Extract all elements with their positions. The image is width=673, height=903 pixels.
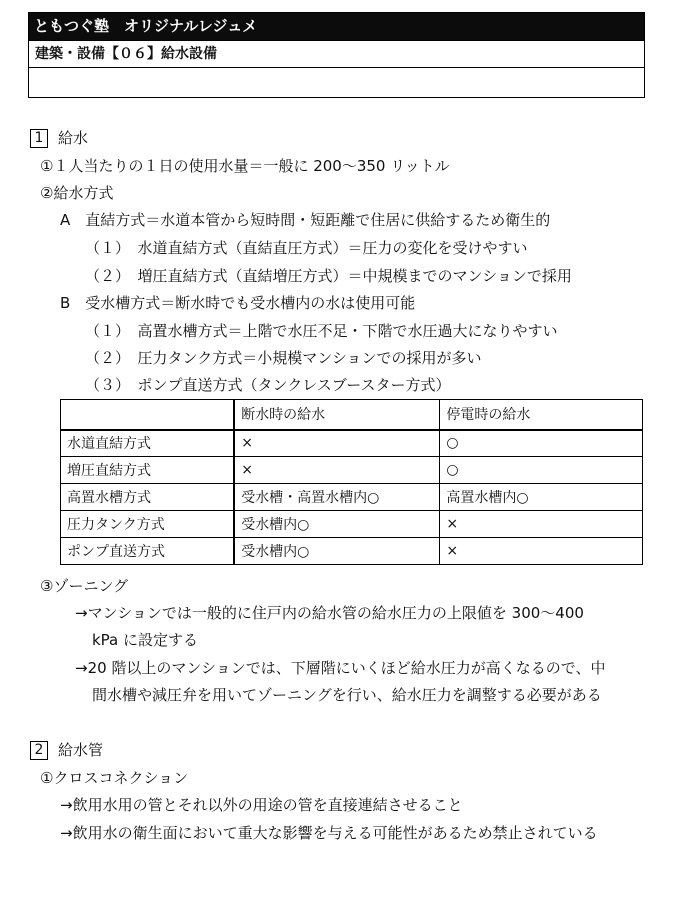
table-header-row [61, 400, 643, 430]
table-header-cell [61, 400, 235, 430]
table-header-cell: 停電時の給水 [440, 400, 643, 430]
line-pump-direct: （３） ポンプ直送方式（タンクレスブースター方式） [85, 376, 451, 394]
line-cross-connection-ban: →飲用水の衛生面において重大な影響を与える可能性があるため禁止されている [60, 824, 598, 842]
line-supply-methods: ②給水方式 [40, 184, 114, 202]
table-cell: 水道直結方式 [61, 430, 235, 457]
section-2-heading [30, 740, 103, 760]
table-cell: × [234, 457, 440, 484]
table-header-cell: 断水時の給水 [234, 400, 440, 430]
header-title: ともつぐ塾 オリジナルレジュメ [29, 13, 644, 40]
table-cell: 高置水槽方式 [61, 484, 235, 511]
line-receiving-tank-method: B 受水槽方式＝断水時でも受水槽内の水は使用可能 [60, 294, 416, 312]
table-cell: ○ [440, 457, 643, 484]
table-cell: ポンプ直送方式 [61, 538, 235, 565]
table-cell: 受水槽・高置水槽内○ [234, 484, 440, 511]
table-cell: 受水槽内○ [234, 511, 440, 538]
supply-method-comparison-table [60, 399, 643, 565]
table-row [61, 484, 643, 511]
line-zoning-1a: →マンションでは一般的に住戸内の給水管の給水圧力の上限値を 300～400 [75, 604, 584, 622]
table-cell: 圧力タンク方式 [61, 511, 235, 538]
header-blank-row [29, 67, 644, 97]
table-cell: ○ [440, 430, 643, 457]
table-row [61, 538, 643, 565]
table-cell: 増圧直結方式 [61, 457, 235, 484]
line-zoning-2b: 間水槽や減圧弁を用いてゾーニングを行い、給水圧力を調整する必要がある [92, 686, 602, 704]
table-row [61, 430, 643, 457]
line-booster-direct: （２） 増圧直結方式（直結増圧方式）＝中規模までのマンションで採用 [85, 267, 572, 285]
line-water-usage: ①１人当たりの１日の使用水量＝一般に 200～350 リットル [40, 157, 450, 175]
section-number-box: 2 [30, 741, 48, 760]
line-cross-connection: ①クロスコネクション [40, 769, 189, 787]
line-direct-method: A 直結方式＝水道本管から短時間・短距離で住居に供給するため衛生的 [60, 211, 551, 229]
line-elevated-tank: （１） 高置水槽方式＝上階で水圧不足・下階で水圧過大になりやすい [85, 322, 558, 340]
section-number-box: 1 [30, 129, 48, 148]
section-title: 給水管 [58, 741, 104, 759]
line-direct-pressure: （１） 水道直結方式（直結直圧方式）＝圧力の変化を受けやすい [85, 239, 528, 257]
table-row [61, 457, 643, 484]
table-cell: × [440, 511, 643, 538]
document-header [28, 12, 645, 98]
section-title: 給水 [58, 129, 89, 147]
table-cell: × [234, 430, 440, 457]
header-subtitle: 建築・設備【０６】給水設備 [29, 40, 644, 67]
table-cell: 受水槽内○ [234, 538, 440, 565]
section-1-heading [30, 128, 88, 148]
line-cross-connection-def: →飲用水用の管とそれ以外の用途の管を直接連結させること [60, 796, 463, 814]
line-zoning-title: ③ゾーニング [40, 577, 129, 595]
table-row [61, 511, 643, 538]
table-cell: 高置水槽内○ [440, 484, 643, 511]
line-zoning-1b: kPa に設定する [92, 631, 199, 649]
table-cell: × [440, 538, 643, 565]
line-zoning-2a: →20 階以上のマンションでは、下層階にいくほど給水圧力が高くなるので、中 [75, 659, 606, 677]
line-pressure-tank: （２） 圧力タンク方式＝小規模マンションでの採用が多い [85, 349, 482, 367]
